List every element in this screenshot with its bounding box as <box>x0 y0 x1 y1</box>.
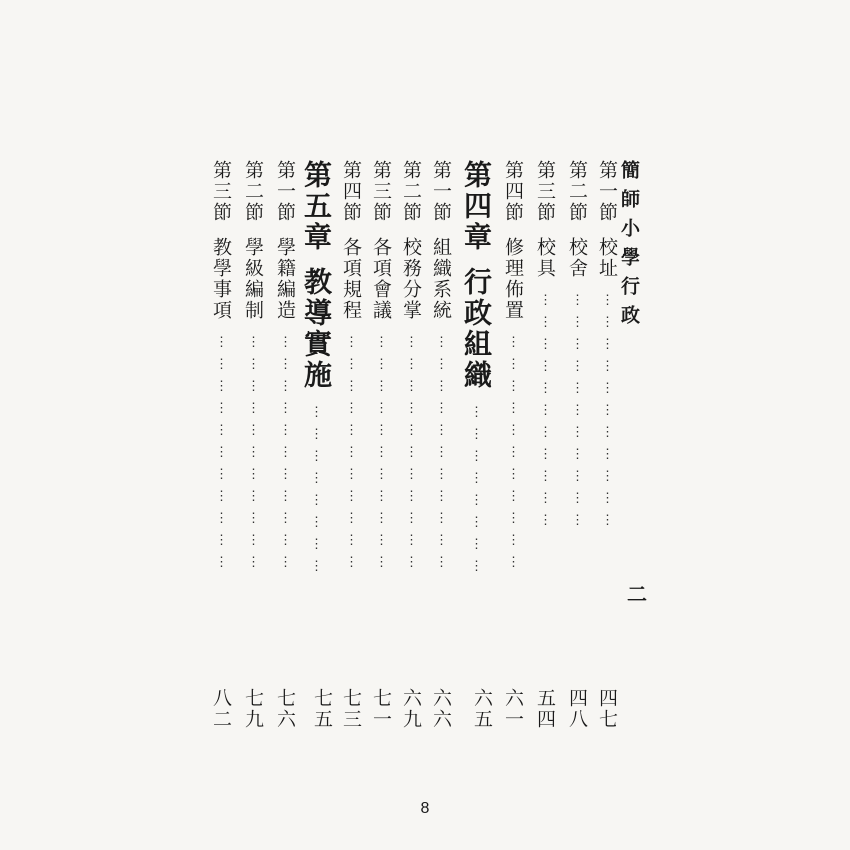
toc-entry-label: 第四節 <box>502 160 524 223</box>
toc-page-number: 四七 <box>596 688 618 730</box>
leader-dots: ⋮⋮⋮⋮⋮⋮⋮⋮⋮⋮⋮ <box>344 335 359 577</box>
toc-entry-label: 第三節 <box>370 160 392 223</box>
toc-page-number: 六六 <box>430 688 452 730</box>
leader-dots: ⋮⋮⋮⋮⋮⋮⋮⋮⋮⋮⋮ <box>600 293 615 535</box>
folio-number: 二 <box>627 582 647 606</box>
toc-page-number: 八二 <box>210 688 232 730</box>
toc-page-number: 六一 <box>502 688 524 730</box>
toc-page-number: 六五 <box>471 688 493 730</box>
toc-entry-title: 校址 <box>596 237 618 279</box>
toc-entry-label: 第一節 <box>430 160 452 223</box>
toc-chapter-entry <box>456 160 496 730</box>
leader-dots: ⋮⋮⋮⋮⋮⋮⋮⋮⋮⋮⋮ <box>570 293 585 535</box>
leader-dots: ⋮⋮⋮⋮⋮⋮⋮⋮⋮⋮⋮ <box>214 335 229 577</box>
leader-dots: ⋮⋮⋮⋮⋮⋮⋮⋮⋮⋮⋮ <box>404 335 419 577</box>
toc-page-number: 七六 <box>274 688 296 730</box>
toc-section-entry <box>532 160 559 730</box>
toc-entry-title: 組織系統 <box>430 237 452 321</box>
toc-entry-title: 各項會議 <box>370 237 392 321</box>
toc-section-entry <box>398 160 425 730</box>
leader-dots: ⋮⋮⋮⋮⋮⋮⋮⋮⋮⋮⋮ <box>374 335 389 577</box>
toc-entry-label: 第三節 <box>210 160 232 223</box>
toc-section-entry <box>208 160 235 730</box>
toc-entry-label: 第四章 <box>460 160 493 253</box>
toc-entry-title: 校舍 <box>566 237 588 279</box>
toc-entry-title: 各項規程 <box>340 237 362 321</box>
toc-chapter-entry <box>296 160 336 730</box>
toc-entry-title: 校務分掌 <box>400 237 422 321</box>
toc-entry-title: 教導實施 <box>300 267 333 391</box>
toc-entry-label: 第一節 <box>274 160 296 223</box>
toc-entry-label: 第五章 <box>300 160 333 253</box>
leader-dots: ⋮⋮⋮⋮⋮⋮⋮⋮⋮⋮⋮ <box>278 335 293 577</box>
leader-dots: ⋮⋮⋮⋮⋮⋮⋮⋮ <box>469 405 484 581</box>
toc-section-entry <box>500 160 527 730</box>
toc-entry-title: 行政組織 <box>460 267 493 391</box>
toc-page-number: 七一 <box>370 688 392 730</box>
toc-entry-title: 教學事項 <box>210 237 232 321</box>
leader-dots: ⋮⋮⋮⋮⋮⋮⋮⋮ <box>309 405 324 581</box>
toc-page-number: 七九 <box>242 688 264 730</box>
leader-dots: ⋮⋮⋮⋮⋮⋮⋮⋮⋮⋮⋮ <box>246 335 261 577</box>
toc-entry-title: 校具 <box>534 237 556 279</box>
toc-page-number: 四八 <box>566 688 588 730</box>
toc-section-entry <box>594 160 621 730</box>
toc-section-entry <box>564 160 591 730</box>
toc-entry-title: 學籍編造 <box>274 237 296 321</box>
toc-entry-title: 學級編制 <box>242 237 264 321</box>
toc-section-entry <box>368 160 395 730</box>
toc-page-number: 七五 <box>311 688 333 730</box>
toc-entry-label: 第一節 <box>596 160 618 223</box>
leader-dots: ⋮⋮⋮⋮⋮⋮⋮⋮⋮⋮⋮ <box>434 335 449 577</box>
running-head: 簡師小學行政 <box>618 160 640 334</box>
toc-entry-label: 第四節 <box>340 160 362 223</box>
toc-page-number: 六九 <box>400 688 422 730</box>
toc-entry-label: 第二節 <box>400 160 422 223</box>
toc-section-entry <box>240 160 267 730</box>
leader-dots: ⋮⋮⋮⋮⋮⋮⋮⋮⋮⋮⋮ <box>506 335 521 577</box>
toc-section-entry <box>338 160 365 730</box>
toc-page-number: 五四 <box>534 688 556 730</box>
leader-dots: ⋮⋮⋮⋮⋮⋮⋮⋮⋮⋮⋮ <box>538 293 553 535</box>
toc-entry-label: 第二節 <box>242 160 264 223</box>
page-number: 8 <box>420 800 430 817</box>
toc-entry-label: 第三節 <box>534 160 556 223</box>
toc-page-number: 七三 <box>340 688 362 730</box>
toc-entry-label: 第二節 <box>566 160 588 223</box>
toc-entry-title: 修理佈置 <box>502 237 524 321</box>
toc-section-entry <box>428 160 455 730</box>
toc-section-entry <box>272 160 299 730</box>
